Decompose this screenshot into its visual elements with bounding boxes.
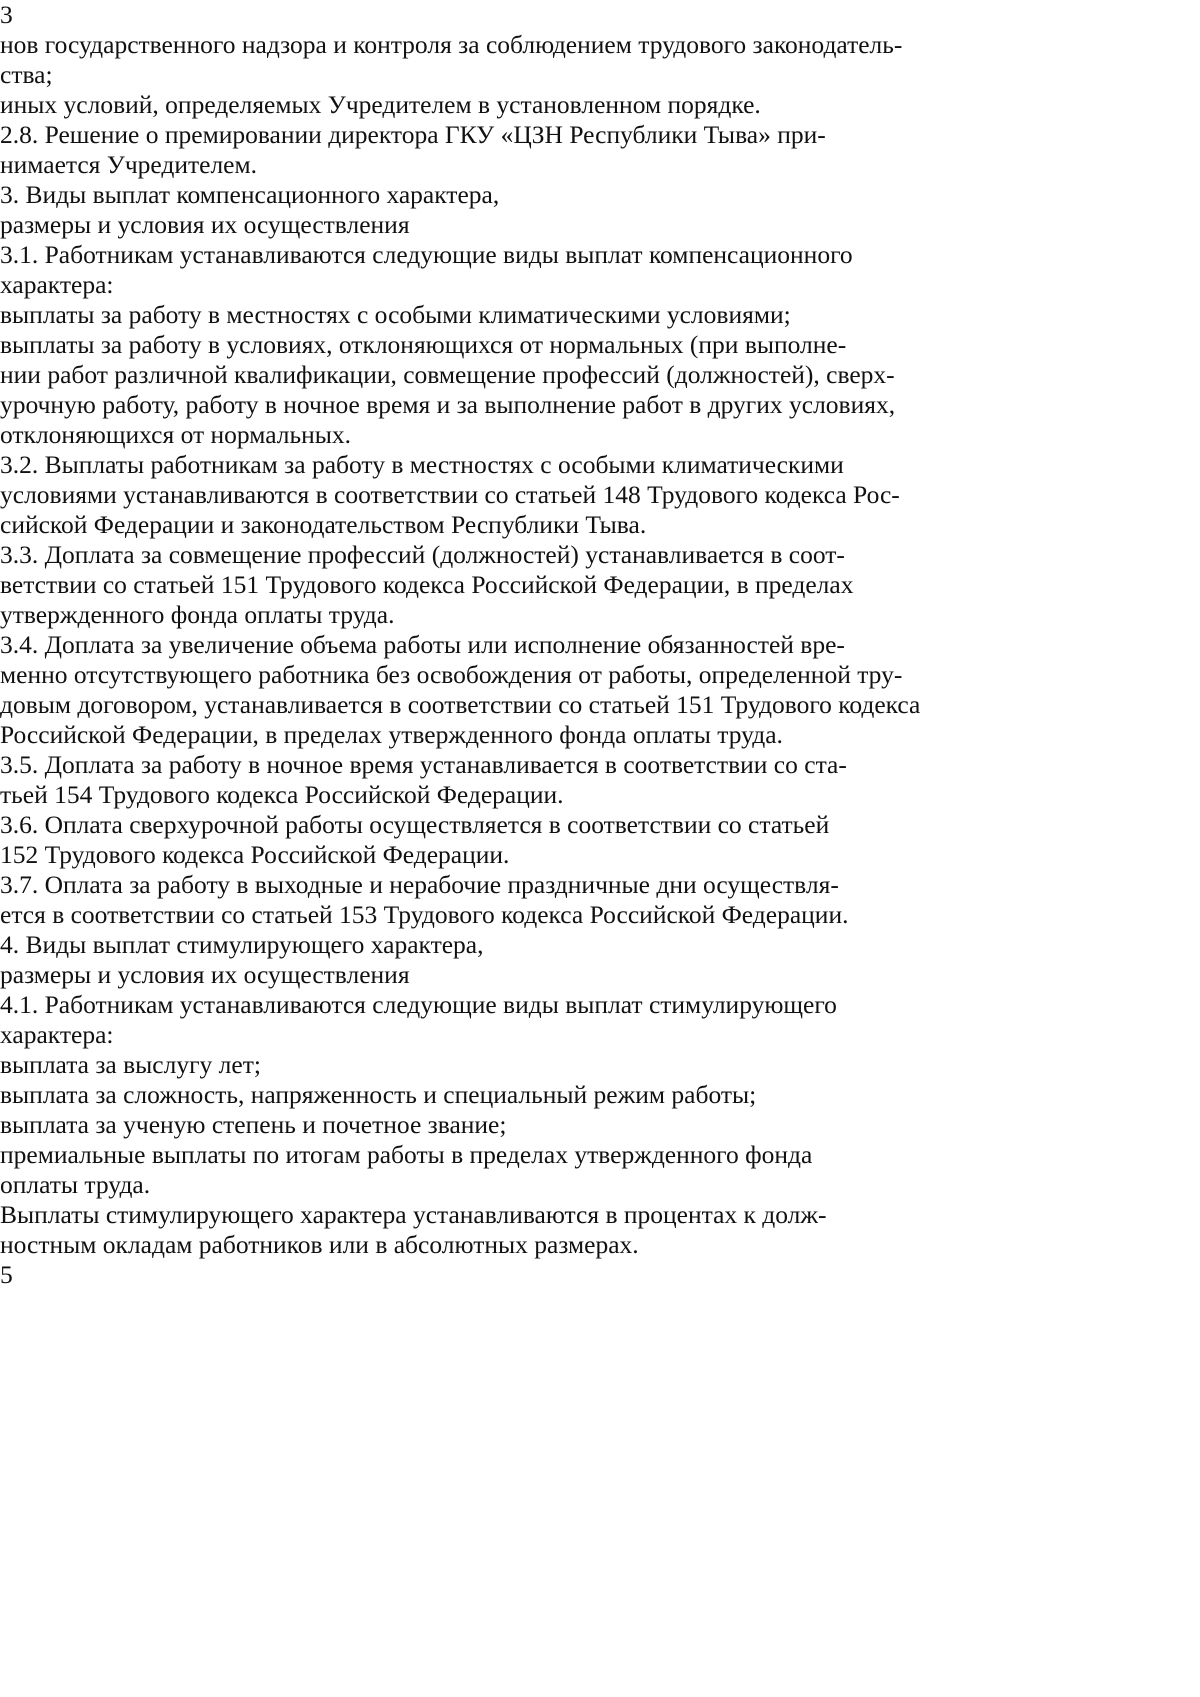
text-line: 3.5. Доплата за работу в ночное время устанавливается в соответствии со ста- (0, 750, 847, 779)
text-line: ется в соответствии со статьей 153 Трудового кодекса Российской Федерации. (0, 900, 849, 929)
text-line: ностным окладам работников или в абсолютных размерах. (0, 1230, 639, 1259)
text-line: ства; (0, 60, 53, 89)
text-line: 152 Трудового кодекса Российской Федерации. (0, 840, 510, 869)
text-line: менно отсутствующего работника без освобождения от работы, определенной тру- (0, 660, 903, 689)
text-line: 3.2. Выплаты работникам за работу в местностях с особыми климатическими (0, 450, 844, 479)
text-line: отклоняющихся от нормальных. (0, 420, 352, 449)
text-line: характера: (0, 1020, 114, 1049)
text-line: условиями устанавливаются в соответствии со статьей 148 Трудового кодекса Рос- (0, 480, 900, 509)
text-line: 3.3. Доплата за совмещение профессий (должностей) устанавливается в соот- (0, 540, 845, 569)
page-number: 3 (0, 0, 13, 29)
text-line: нов государственного надзора и контроля за соблюдением трудового законодатель- (0, 30, 903, 59)
text-line: выплата за ученую степень и почетное звание; (0, 1110, 507, 1139)
text-line: сийской Федерации и законодательством Республики Тыва. (0, 510, 647, 539)
text-line: характера: (0, 270, 114, 299)
text-line: ветствии со статьей 151 Трудового кодекса Российской Федерации, в пределах (0, 570, 854, 599)
text-line: Выплаты стимулирующего характера устанавливаются в процентах к долж- (0, 1200, 827, 1229)
handwritten-page-mark: 5 (0, 1260, 13, 1289)
text-line: выплата за сложность, напряженность и специальный режим работы; (0, 1080, 757, 1109)
text-line: нии работ различной квалификации, совмещение профессий (должностей), сверх- (0, 360, 895, 389)
text-line: урочную работу, работу в ночное время и за выполнение работ в других условиях, (0, 390, 896, 419)
text-line: выплаты за работу в условиях, отклоняющихся от нормальных (при выполне- (0, 330, 847, 359)
section-heading: 4. Виды выплат стимулирующего характера, (0, 930, 484, 959)
text-line: 3.6. Оплата сверхурочной работы осуществляется в соответствии со статьей (0, 810, 830, 839)
text-line: 4.1. Работникам устанавливаются следующие виды выплат стимулирующего (0, 990, 837, 1019)
text-line: тьей 154 Трудового кодекса Российской Федерации. (0, 780, 564, 809)
text-line: 2.8. Решение о премировании директора ГКУ «ЦЗН Республики Тыва» при- (0, 120, 826, 149)
text-line: утвержденного фонда оплаты труда. (0, 600, 395, 629)
section-heading: 3. Виды выплат компенсационного характера, (0, 180, 500, 209)
text-line: Российской Федерации, в пределах утвержденного фонда оплаты труда. (0, 720, 783, 749)
text-line: иных условий, определяемых Учредителем в установленном порядке. (0, 90, 761, 119)
text-line: оплаты труда. (0, 1170, 151, 1199)
section-heading: размеры и условия их осуществления (0, 210, 410, 239)
text-line: выплата за выслугу лет; (0, 1050, 261, 1079)
text-line: 3.7. Оплата за работу в выходные и нерабочие праздничные дни осуществля- (0, 870, 839, 899)
text-line: нимается Учредителем. (0, 150, 258, 179)
text-line: 3.1. Работникам устанавливаются следующие виды выплат компенсационного (0, 240, 853, 269)
text-line: довым договором, устанавливается в соответствии со статьей 151 Трудового кодекса (0, 690, 921, 719)
section-heading: размеры и условия их осуществления (0, 960, 410, 989)
text-line: выплаты за работу в местностях с особыми климатическими условиями; (0, 300, 791, 329)
text-line: 3.4. Доплата за увеличение объема работы или исполнение обязанностей вре- (0, 630, 845, 659)
text-line: премиальные выплаты по итогам работы в пределах утвержденного фонда (0, 1140, 813, 1169)
